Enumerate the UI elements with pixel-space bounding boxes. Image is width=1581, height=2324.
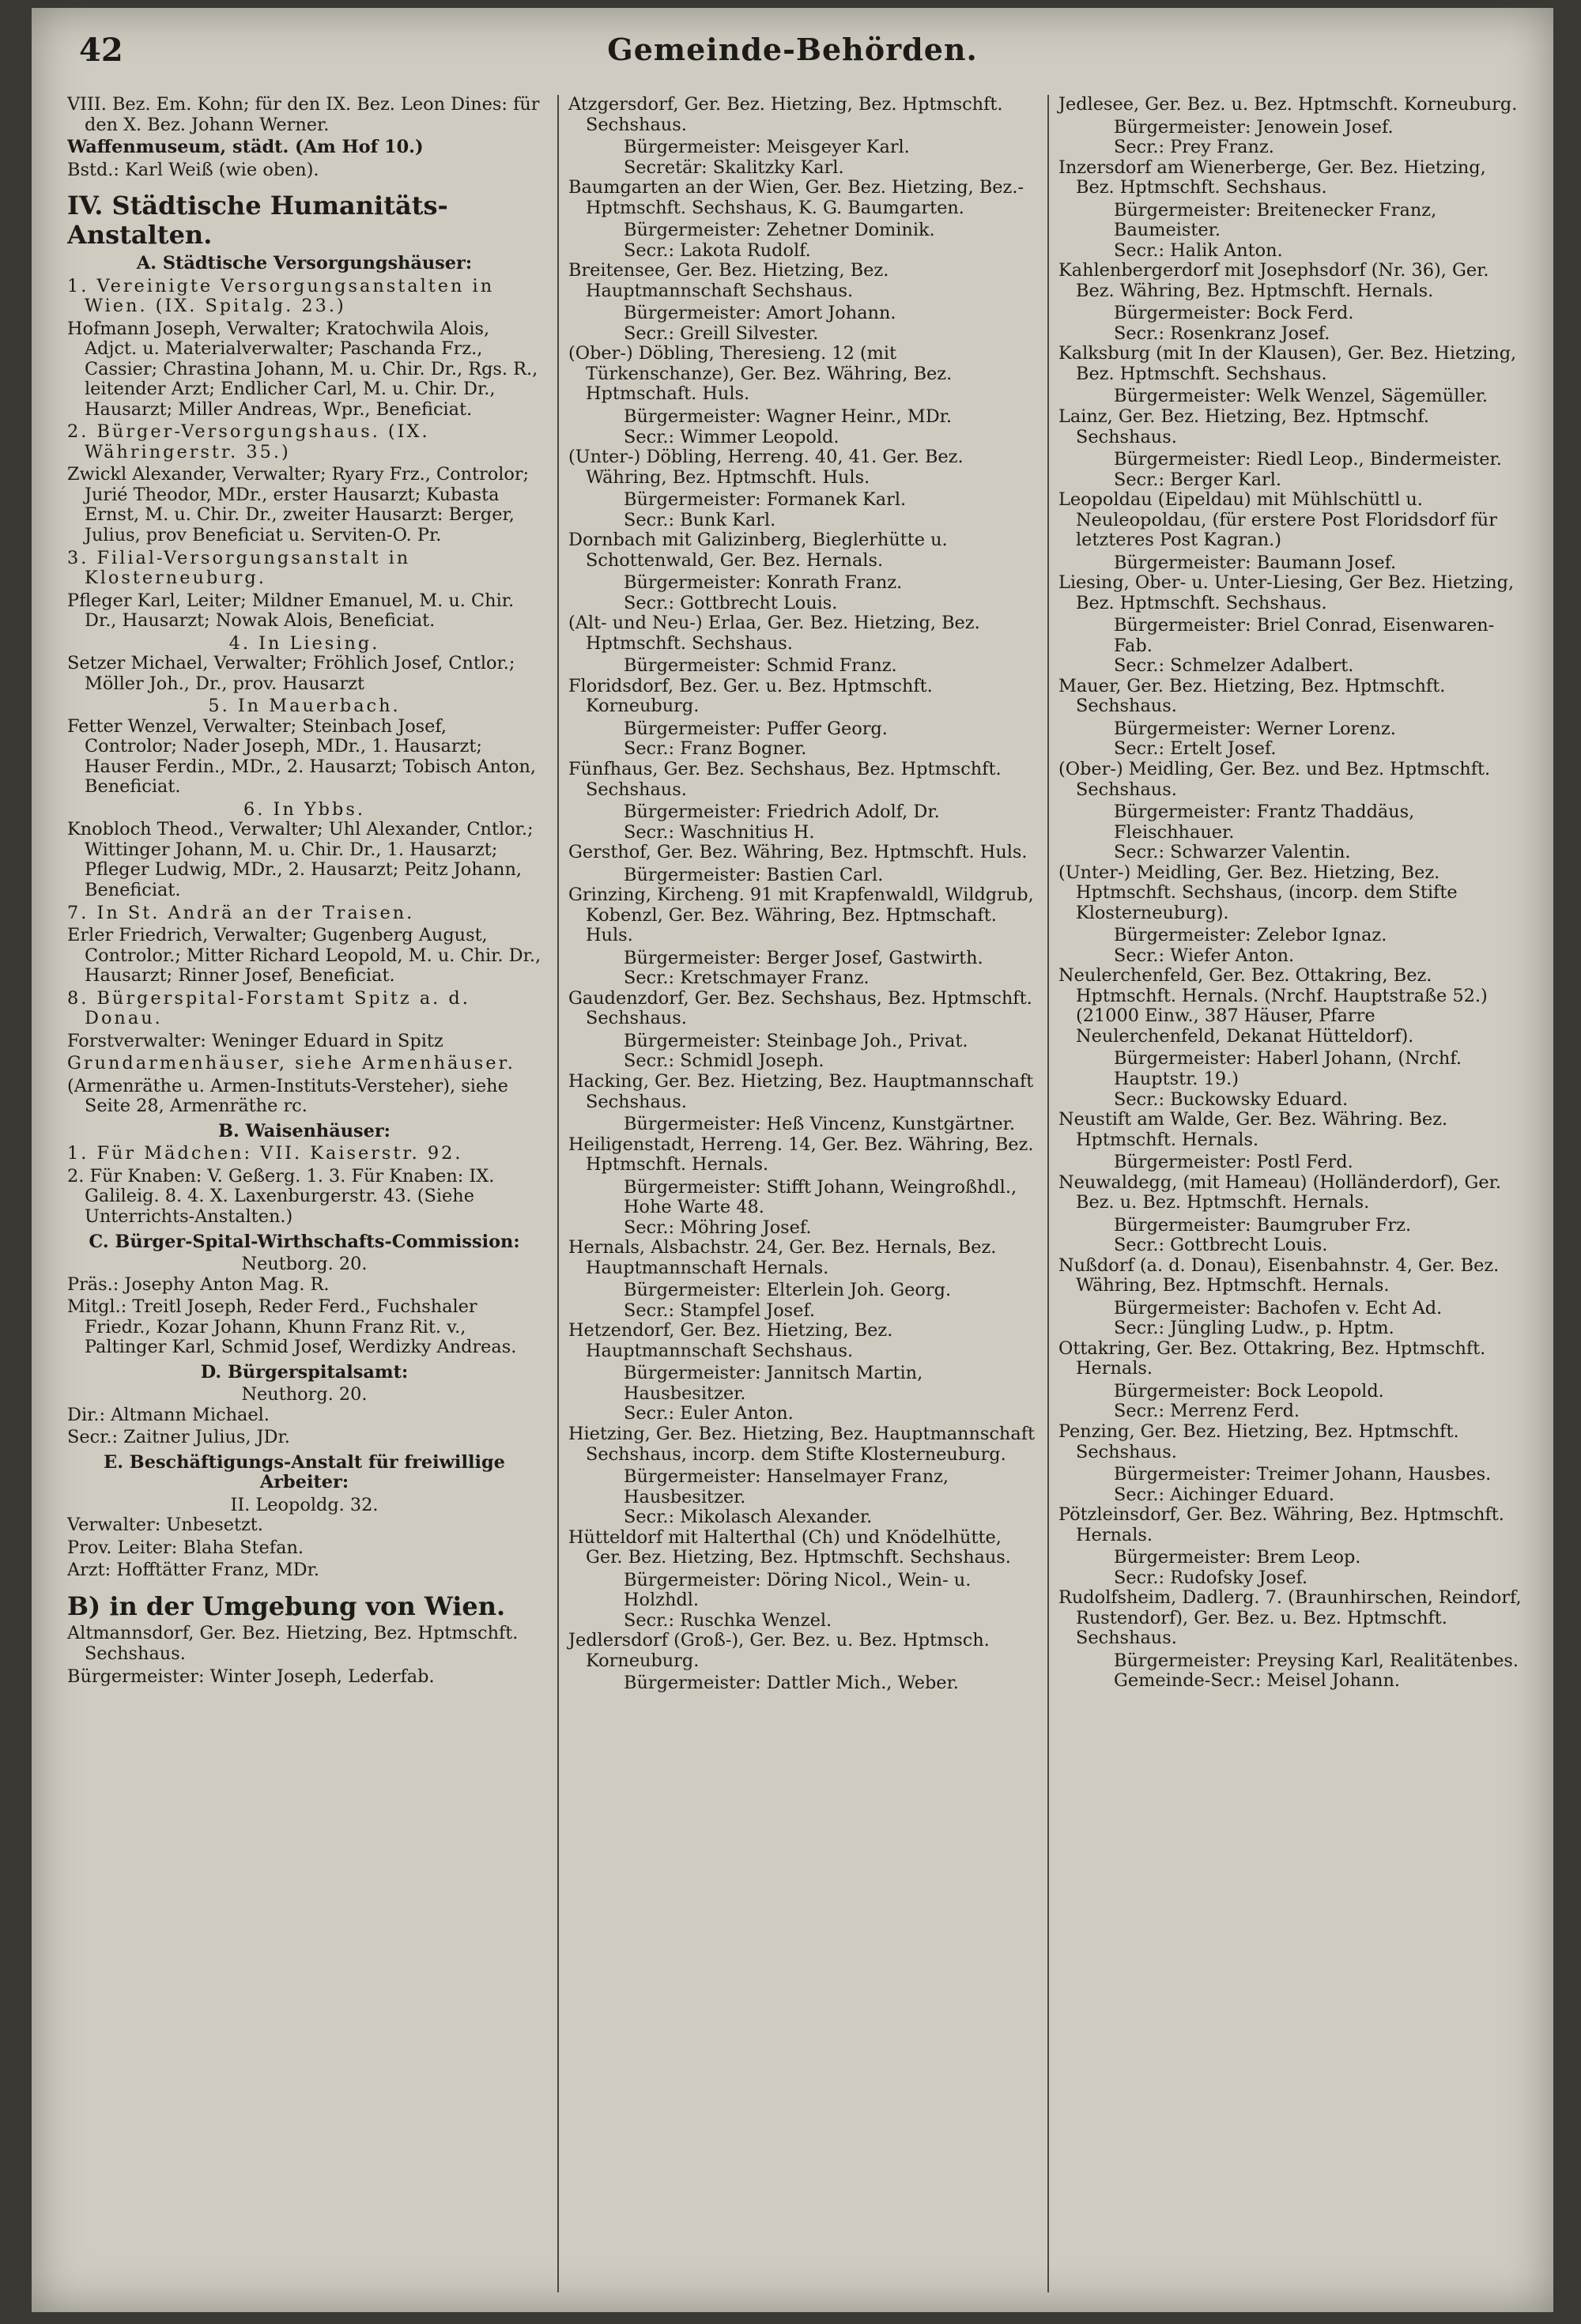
text-entry: B) in der Umgebung von Wien.	[67, 1591, 506, 1621]
text-entry: Bürgermeister: Döring Nicol., Wein- u. Holzhdl.	[624, 1569, 972, 1611]
text-entry: Secr.: Zaitner Julius, JDr.	[67, 1427, 290, 1448]
text-entry: Secr.: Halik Anton.	[1114, 240, 1283, 261]
middle-column	[557, 95, 1035, 2292]
text-entry: Secr.: Rudofsky Josef.	[1114, 1567, 1308, 1588]
text-entry: Grinzing, Kircheng. 91 mit Krapfenwaldl, Wildgrub, Kobenzl, Ger. Bez. Währing, Bez. Hptmschaft. Huls.	[568, 885, 1034, 946]
text-entry: Baumgarten an der Wien, Ger. Bez. Hietzing, Bez.-Hptmschft. Sechshaus, K. G. Baumgarten.	[568, 177, 1024, 218]
text-entry: Hacking, Ger. Bez. Hietzing, Bez. Hauptmannschaft Sechshaus.	[568, 1070, 1034, 1112]
text-entry: Neuwaldegg, (mit Hameau) (Holländerdorf), Ger. Bez. u. Bez. Hptmschft. Hernals.	[1058, 1171, 1502, 1213]
text-entry: Bürgermeister: Briel Conrad, Eisenwaren-Fab.	[1114, 615, 1495, 656]
text-entry: Bstd.: Karl Weiß (wie oben).	[67, 159, 319, 180]
text-entry: Bürgermeister: Bachofen v. Echt Ad.	[1114, 1297, 1443, 1319]
text-entry: Bürgermeister: Dattler Mich., Weber.	[624, 1673, 959, 1694]
text-entry: Secretär: Skalitzky Karl.	[624, 157, 844, 178]
text-entry: Waffenmuseum, städt. (Am Hof 10.)	[67, 137, 424, 158]
text-entry: Zwickl Alexander, Verwalter; Ryary Frz., Controlor; Jurié Theodor, MDr., erster Hausarzt; Kubasta Ernst, M. u. Chir. Dr., zweiter Hausarzt: Berger, Julius, prov Beneficiat u. Serviten-O. Pr.	[67, 464, 530, 545]
text-entry: Bürgermeister: Werner Lorenz.	[1114, 718, 1396, 739]
text-entry: Bürgermeister: Zehetner Dominik.	[624, 220, 935, 241]
text-entry: Penzing, Ger. Bez. Hietzing, Bez. Hptmschft. Sechshaus.	[1058, 1421, 1459, 1462]
text-entry: Lainz, Ger. Bez. Hietzing, Bez. Hptmschf. Sechshaus.	[1058, 406, 1429, 447]
left-column	[67, 95, 541, 2292]
text-entry: Bürgermeister: Wagner Heinr., MDr.	[624, 406, 953, 427]
text-entry: Altmannsdorf, Ger. Bez. Hietzing, Bez. Hptmschft. Sechshaus.	[67, 1623, 519, 1664]
text-entry: 6. In Ybbs.	[243, 798, 365, 820]
text-entry: Bürgermeister: Winter Joseph, Lederfab.	[67, 1666, 435, 1687]
text-entry: 7. In St. Andrä an der Traisen.	[67, 902, 415, 923]
text-entry: Gersthof, Ger. Bez. Währing, Bez. Hptmschft. Huls.	[568, 842, 1028, 863]
text-entry: Bürgermeister: Breitenecker Franz, Baumeister.	[1114, 199, 1437, 241]
text-entry: 2. Für Knaben: V. Geßerg. 1. 3. Für Knaben: IX. Galileig. 8. 4. X. Laxenburgerstr. 43. (Siehe Unterrichts-Anstalten.)	[67, 1165, 495, 1227]
text-entry: Forstverwalter: Weninger Eduard in Spitz	[67, 1030, 443, 1051]
text-entry: Prov. Leiter: Blaha Stefan.	[67, 1537, 304, 1558]
text-entry: Hetzendorf, Ger. Bez. Hietzing, Bez. Hauptmannschaft Sechshaus.	[568, 1320, 893, 1361]
text-entry: II. Leopoldg. 32.	[230, 1494, 379, 1515]
running-title: Gemeinde-Behörden.	[607, 32, 978, 67]
text-entry: Secr.: Euler Anton.	[624, 1403, 794, 1424]
text-entry: Secr.: Gottbrecht Louis.	[1114, 1235, 1328, 1256]
text-entry: Mauer, Ger. Bez. Hietzing, Bez. Hptmschft. Sechshaus.	[1058, 675, 1446, 717]
text-entry: Secr.: Kretschmayer Franz.	[624, 968, 870, 989]
text-entry: Bürgermeister: Postl Ferd.	[1114, 1152, 1353, 1173]
text-entry: Fetter Wenzel, Verwalter; Steinbach Josef, Controlor; Nader Joseph, MDr., 1. Hausarzt; Hauser Ferdin., MDr., 2. Hausarzt; Tobisch Anton, Beneficiat.	[67, 715, 536, 798]
text-entry: Bürgermeister: Frantz Thaddäus, Fleischhauer.	[1114, 802, 1415, 843]
text-entry: Rudolfsheim, Dadlerg. 7. (Braunhirschen, Reindorf, Rustendorf), Ger. Bez. u. Bez. Hptmschft. Sechshaus.	[1058, 1587, 1522, 1649]
text-entry: Bürgermeister: Hanselmayer Franz, Hausbesitzer.	[624, 1466, 949, 1507]
text-entry: Präs.: Josephy Anton Mag. R.	[67, 1273, 330, 1295]
text-entry: Bürgermeister: Berger Josef, Gastwirth.	[624, 947, 983, 968]
text-entry: Breitensee, Ger. Bez. Hietzing, Bez. Hauptmannschaft Sechshaus.	[568, 260, 889, 301]
text-entry: Bürgermeister: Formanek Karl.	[624, 489, 907, 511]
text-entry: VIII. Bez. Em. Kohn; für den IX. Bez. Leon Dines: für den X. Bez. Johann Werner.	[67, 95, 540, 135]
text-entry: Neulerchenfeld, Ger. Bez. Ottakring, Bez. Hptmschft. Hernals. (Nrchf. Hauptstraße 52.) (21000 Einw., 387 Häuser, Pfarre Neulerchenfeld, Dekanat Hütteldorf).	[1058, 965, 1488, 1047]
text-entry: Bürgermeister: Stifft Johann, Weingroßhdl., Hohe Warte 48.	[624, 1176, 1017, 1218]
text-entry: Secr.: Franz Bogner.	[624, 738, 807, 760]
text-entry: Secr.: Gottbrecht Louis.	[624, 592, 838, 613]
text-entry: Neustift am Walde, Ger. Bez. Währing. Bez. Hptmschft. Hernals.	[1058, 1109, 1448, 1150]
text-entry: Bürgermeister: Treimer Johann, Hausbes.	[1114, 1464, 1492, 1485]
text-entry: Bürgermeister: Zelebor Ignaz.	[1114, 925, 1387, 946]
text-entry: 1. Vereinigte Versorgungsanstalten in Wien. (IX. Spitalg. 23.)	[67, 275, 495, 317]
text-entry: Grundarmenhäuser, siehe Armenhäuser.	[67, 1053, 515, 1074]
text-entry: Secr.: Jüngling Ludw., p. Hptm.	[1114, 1318, 1394, 1339]
text-entry: Bürgermeister: Schmid Franz.	[624, 655, 897, 677]
text-entry: Bürgermeister: Riedl Leop., Bindermeister.	[1114, 449, 1502, 470]
page-header	[79, 32, 1506, 87]
text-entry: Setzer Michael, Verwalter; Fröhlich Josef, Cntlor.; Möller Joh., Dr., prov. Hausarzt	[67, 653, 515, 694]
text-entry: Heiligenstadt, Herreng. 14, Ger. Bez. Währing, Bez. Hptmschft. Hernals.	[568, 1134, 1034, 1175]
text-entry: Bürgermeister: Friedrich Adolf, Dr.	[624, 802, 940, 823]
text-entry: Secr.: Schwarzer Valentin.	[1114, 842, 1351, 863]
text-entry: Secr.: Schmelzer Adalbert.	[1114, 655, 1354, 677]
text-entry: Secr.: Stampfel Josef.	[624, 1300, 816, 1321]
text-entry: Mitgl.: Treitl Joseph, Reder Ferd., Fuchshaler Friedr., Kozar Johann, Khunn Franz Rit. v., Paltinger Karl, Schmid Josef, Werdizky Andreas.	[67, 1296, 517, 1358]
text-entry: Floridsdorf, Bez. Ger. u. Bez. Hptmschft. Korneuburg.	[568, 675, 933, 717]
text-entry: 5. In Mauerbach.	[208, 696, 401, 717]
text-entry: Pötzleinsdorf, Ger. Bez. Währing, Bez. Hptmschft. Hernals.	[1058, 1504, 1504, 1545]
text-entry: Atzgersdorf, Ger. Bez. Hietzing, Bez. Hptmschft. Sechshaus.	[568, 95, 1003, 135]
text-entry: Secr.: Buckowsky Eduard.	[1114, 1088, 1349, 1110]
text-entry: Bürgermeister: Jenowein Josef.	[1114, 116, 1394, 138]
text-entry: Bürgermeister: Heß Vincenz, Kunstgärtner.	[624, 1114, 1016, 1135]
text-entry: Erler Friedrich, Verwalter; Gugenberg August, Controlor.; Mitter Richard Leopold, M. u. Chir. Dr., Hausarzt; Rinner Josef, Beneficiat.	[67, 925, 541, 987]
text-entry: Dir.: Altmann Michael.	[67, 1404, 270, 1425]
text-entry: Secr.: Berger Karl.	[1114, 469, 1282, 490]
text-entry: Neutborg. 20.	[241, 1254, 368, 1275]
text-entry: Bürgermeister: Konrath Franz.	[624, 572, 903, 594]
text-entry: Jedlersdorf (Groß-), Ger. Bez. u. Bez. Hptmsch. Korneuburg.	[568, 1630, 990, 1671]
text-entry: Knobloch Theod., Verwalter; Uhl Alexander, Cntlor.; Wittinger Johann, M. u. Chir. Dr., 1. Hausarzt; Pfleger Ludwig, MDr., 2. Hausarzt; Peitz Johann, Beneficiat.	[67, 819, 534, 900]
scanned-page	[32, 8, 1553, 2312]
text-entry: Bürgermeister: Baumann Josef.	[1114, 552, 1397, 573]
text-entry: (Unter-) Meidling, Ger. Bez. Hietzing, Bez. Hptmschft. Sechshaus, (incorp. dem Stifte Klosterneuburg).	[1058, 862, 1458, 923]
text-entry: Secr.: Bunk Karl.	[624, 509, 776, 530]
text-entry: IV. Städtische Humanitäts-Anstalten.	[67, 191, 448, 250]
text-entry: Bürgermeister: Bock Leopold.	[1114, 1380, 1384, 1402]
text-entry: Bürgermeister: Welk Wenzel, Sägemüller.	[1114, 386, 1489, 407]
text-entry: Secr.: Ertelt Josef.	[1114, 738, 1277, 760]
text-entry: Bürgermeister: Meisgeyer Karl.	[624, 137, 910, 158]
text-entry: Bürgermeister: Elterlein Joh. Georg.	[624, 1280, 952, 1301]
text-entry: (Ober-) Meidling, Ger. Bez. und Bez. Hptmschft. Sechshaus.	[1058, 759, 1491, 800]
text-entry: B. Waisenhäuser:	[218, 1120, 391, 1141]
text-entry: Hütteldorf mit Halterthal (Ch) und Knödelhütte, Ger. Bez. Hietzing, Bez. Hptmschft. Sechshaus.	[568, 1526, 1011, 1568]
text-entry: Secr.: Merrenz Ferd.	[1114, 1401, 1300, 1422]
text-entry: Gemeinde-Secr.: Meisel Johann.	[1114, 1670, 1401, 1692]
text-entry: E. Beschäftigungs-Anstalt für freiwillige Arbeiter:	[104, 1451, 505, 1493]
text-entry: 8. Bürgerspital-Forstamt Spitz a. d. Donau.	[67, 987, 470, 1029]
text-entry: D. Bürgerspitalsamt:	[200, 1361, 409, 1383]
text-entry: Verwalter: Unbesetzt.	[67, 1515, 263, 1536]
text-entry: Bürgermeister: Baumgruber Frz.	[1114, 1214, 1412, 1236]
text-entry: Secr.: Schmidl Joseph.	[624, 1051, 824, 1072]
text-entry: Bürgermeister: Puffer Georg.	[624, 718, 888, 739]
text-entry: Bürgermeister: Haberl Johann, (Nrchf. Hauptstr. 19.)	[1114, 1048, 1462, 1089]
text-entry: (Armenräthe u. Armen-Instituts-Versteher), siehe Seite 28, Armenräthe rc.	[67, 1075, 508, 1117]
text-entry: Bürgermeister: Jannitsch Martin, Hausbesitzer.	[624, 1363, 923, 1404]
text-entry: Secr.: Wimmer Leopold.	[624, 426, 840, 447]
text-entry: Secr.: Ruschka Wenzel.	[624, 1609, 832, 1631]
text-entry: Bürgermeister: Bock Ferd.	[1114, 303, 1354, 324]
text-entry: Leopoldau (Eipeldau) mit Mühlschüttl u. Neuleopoldau, (für erstere Post Floridsdorf für letzteres Post Kagran.)	[1058, 489, 1497, 551]
text-entry: Secr.: Aichinger Eduard.	[1114, 1484, 1335, 1505]
text-entry: Bürgermeister: Brem Leop.	[1114, 1547, 1361, 1568]
text-entry: 1. Für Mädchen: VII. Kaiserstr. 92.	[67, 1143, 463, 1164]
text-entry: Arzt: Hofftätter Franz, MDr.	[67, 1560, 319, 1581]
text-entry: Hofmann Joseph, Verwalter; Kratochwila Alois, Adjct. u. Materialverwalter; Paschanda Frz., Cassier; Chrastina Johann, M. u. Chir. Dr., Rgs. R., leitender Arzt; Endlicher Carl, M. u. Chir. Dr., Hausarzt; Miller Andreas, Wpr., Beneficiat.	[67, 318, 538, 420]
text-entry: Bürgermeister: Steinbage Joh., Privat.	[624, 1030, 968, 1051]
text-entry: Secr.: Lakota Rudolf.	[624, 240, 811, 261]
text-entry: Kahlenbergerdorf mit Josephsdorf (Nr. 36), Ger. Bez. Währing, Bez. Hptmschft. Hernals.	[1058, 260, 1489, 301]
text-entry: Secr.: Greill Silvester.	[624, 323, 819, 344]
text-entry: Fünfhaus, Ger. Bez. Sechshaus, Bez. Hptmschft. Sechshaus.	[568, 759, 1002, 800]
text-entry: C. Bürger-Spital-Wirthschafts-Commission:	[89, 1231, 520, 1252]
text-entry: Ottakring, Ger. Bez. Ottakring, Bez. Hptmschft. Hernals.	[1058, 1337, 1486, 1379]
page-number: 42	[79, 32, 123, 69]
text-entry: Hietzing, Ger. Bez. Hietzing, Bez. Hauptmannschaft Sechshaus, incorp. dem Stifte Klosterneuburg.	[568, 1424, 1035, 1465]
text-entry: (Ober-) Döbling, Theresieng. 12 (mit Türkenschanze), Ger. Bez. Währing, Bez. Hptmschaft. Huls.	[568, 343, 953, 405]
text-entry: Inzersdorf am Wienerberge, Ger. Bez. Hietzing, Bez. Hptmschft. Sechshaus.	[1058, 157, 1486, 198]
text-entry: Secr.: Prey Franz.	[1114, 137, 1274, 158]
text-entry: Nußdorf (a. d. Donau), Eisenbahnstr. 4, Ger. Bez. Währing, Bez. Hptmschft. Hernals.	[1058, 1254, 1500, 1296]
text-entry: 2. Bürger-Versorgungshaus. (IX. Währingerstr. 35.)	[67, 421, 430, 462]
text-entry: Gaudenzdorf, Ger. Bez. Sechshaus, Bez. Hptmschft. Sechshaus.	[568, 987, 1032, 1029]
text-entry: Bürgermeister: Amort Johann.	[624, 303, 896, 324]
text-entry: (Alt- und Neu-) Erlaa, Ger. Bez. Hietzing, Bez. Hptmschft. Sechshaus.	[568, 613, 980, 654]
text-entry: Bürgermeister: Bastien Carl.	[624, 864, 884, 885]
text-entry: (Unter-) Döbling, Herreng. 40, 41. Ger. Bez. Währing, Bez. Hptmschft. Huls.	[568, 447, 964, 488]
text-entry: Liesing, Ober- u. Unter-Liesing, Ger Bez. Hietzing, Bez. Hptmschft. Sechshaus.	[1058, 572, 1515, 613]
text-entry: Dornbach mit Galizinberg, Bieglerhütte u. Schottenwald, Ger. Bez. Hernals.	[568, 530, 948, 571]
text-entry: A. Städtische Versorgungshäuser:	[136, 253, 473, 274]
text-entry: Secr.: Wiefer Anton.	[1114, 945, 1295, 966]
text-entry: Hernals, Alsbachstr. 24, Ger. Bez. Hernals, Bez. Hauptmannschaft Hernals.	[568, 1237, 997, 1278]
text-entry: Bürgermeister: Preysing Karl, Realitätenbes.	[1114, 1650, 1519, 1671]
right-column	[1047, 95, 1525, 2292]
text-entry: Neuthorg. 20.	[241, 1384, 368, 1405]
text-entry: Kalksburg (mit In der Klausen), Ger. Bez. Hietzing, Bez. Hptmschft. Sechshaus.	[1058, 343, 1517, 384]
text-entry: 3. Filial-Versorgungsanstalt in Klosterneuburg.	[67, 547, 411, 589]
text-entry: Jedlesee, Ger. Bez. u. Bez. Hptmschft. Korneuburg.	[1058, 95, 1518, 115]
text-entry: Secr.: Mikolasch Alexander.	[624, 1507, 873, 1528]
text-entry: Secr.: Waschnitius H.	[624, 821, 815, 843]
text-entry: Pfleger Karl, Leiter; Mildner Emanuel, M. u. Chir. Dr., Hausarzt; Nowak Alois, Beneficiat.	[67, 590, 515, 632]
text-entry: Secr.: Möhring Josef.	[624, 1217, 812, 1238]
text-entry: Secr.: Rosenkranz Josef.	[1114, 323, 1330, 344]
text-entry: 4. In Liesing.	[228, 632, 380, 654]
